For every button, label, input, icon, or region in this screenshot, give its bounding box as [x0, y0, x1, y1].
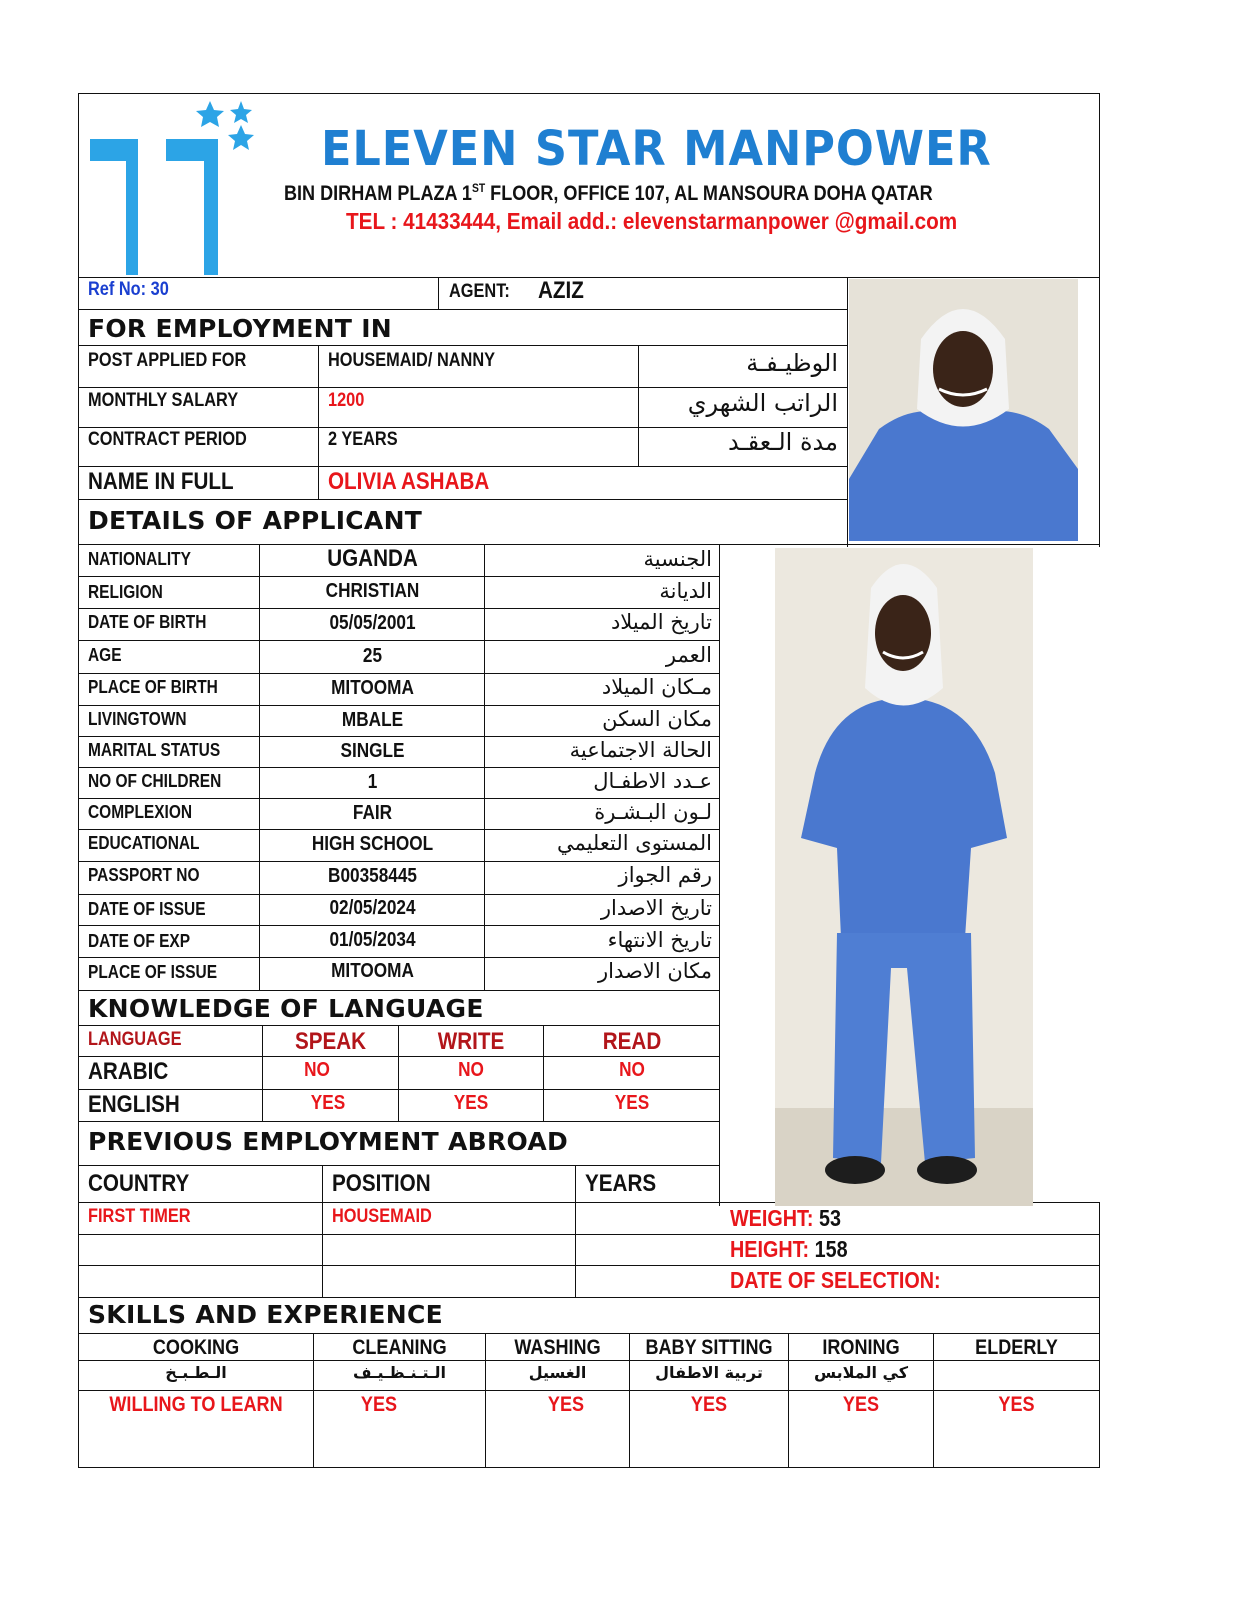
table-rule [78, 705, 720, 706]
contract-arabic: مدة الـعقـد [727, 428, 838, 456]
salary-label: MONTHLY SALARY [88, 390, 239, 411]
detail-arabic: مـكان الميلاد [601, 675, 712, 699]
language-section-title: KNOWLEDGE OF LANGUAGE [88, 994, 484, 1023]
detail-arabic: المستوى التعليمي [556, 831, 712, 855]
detail-arabic: تاريخ الاصدار [600, 896, 712, 920]
previous-header-country: COUNTRY [88, 1170, 190, 1197]
detail-arabic: تاريخ الانتهاء [607, 928, 712, 952]
language-speak: YES [310, 1092, 346, 1114]
skill-header-ar: الـطـبـخ [165, 1363, 227, 1382]
employment-section-title: FOR EMPLOYMENT IN [88, 314, 393, 343]
table-rule [78, 1234, 1100, 1235]
detail-arabic: رقم الجواز [618, 863, 712, 887]
detail-label: NATIONALITY [88, 549, 191, 569]
detail-arabic: مكان السكن [602, 707, 712, 731]
detail-value: UGANDA [327, 545, 418, 572]
detail-arabic: مكان الاصدار [598, 959, 712, 983]
detail-label: PLACE OF BIRTH [88, 677, 218, 697]
detail-label: LIVINGTOWN [88, 709, 187, 729]
language-speak: NO [304, 1059, 330, 1081]
detail-value: FAIR [352, 802, 393, 824]
detail-value: B00358445 [328, 865, 417, 887]
table-rule [78, 894, 720, 895]
company-contact: TEL : 41433444, Email add.: elevenstarmanpower @gmail.com [346, 208, 958, 234]
details-section-title: DETAILS OF APPLICANT [88, 506, 423, 535]
language-read: YES [614, 1092, 650, 1114]
table-rule [78, 736, 720, 737]
previous-employment-title: PREVIOUS EMPLOYMENT ABROAD [88, 1127, 569, 1156]
detail-value: 1 [367, 771, 378, 793]
detail-value: 01/05/2034 [329, 929, 416, 951]
table-rule [78, 990, 720, 991]
table-rule [78, 1089, 720, 1090]
post-label: POST APPLIED FOR [88, 350, 247, 371]
ref-label: Ref No: 30 [88, 279, 169, 300]
skills-section-title: SKILLS AND EXPERIENCE [88, 1300, 444, 1329]
post-arabic: الوظيـفـة [746, 349, 838, 377]
date-of-selection-label: DATE OF SELECTION: [730, 1267, 941, 1293]
detail-arabic: الديانة [659, 579, 712, 603]
table-rule [78, 576, 720, 577]
language-header-language: LANGUAGE [88, 1029, 182, 1050]
detail-value: 05/05/2001 [329, 612, 416, 634]
table-rule [78, 829, 720, 830]
skill-header-en: COOKING [152, 1336, 240, 1359]
detail-value: MBALE [341, 709, 404, 731]
table-rule [78, 1025, 720, 1026]
height-field: HEIGHT: 158 [730, 1236, 848, 1262]
salary-value: 1200 [328, 390, 365, 411]
previous-header-years: YEARS [585, 1170, 657, 1197]
previous-position: HOUSEMAID [332, 1206, 432, 1227]
table-rule [78, 1165, 720, 1166]
detail-label: MARITAL STATUS [88, 740, 221, 760]
language-write: YES [453, 1092, 489, 1114]
detail-arabic: العمر [665, 643, 712, 667]
detail-label: DATE OF ISSUE [88, 899, 206, 919]
table-rule [78, 861, 720, 862]
applicant-photo-portrait [849, 279, 1078, 541]
skill-header-en: IRONING [822, 1336, 900, 1359]
applicant-photo-full [775, 548, 1033, 1206]
detail-value: 25 [362, 645, 383, 667]
skill-header-en: CLEANING [352, 1336, 447, 1359]
table-rule [78, 608, 720, 609]
detail-value: SINGLE [340, 740, 405, 762]
company-address: BIN DIRHAM PLAZA 1ST FLOOR, OFFICE 107, AL MANSOURA DOHA QATAR [284, 181, 933, 205]
detail-arabic: تاريخ الميلاد [610, 610, 712, 634]
applicant-name: OLIVIA ASHABA [328, 468, 490, 495]
ref-number: 30 [150, 279, 169, 300]
language-write: NO [458, 1059, 484, 1081]
skill-header-ar: كي الملابس [813, 1363, 909, 1382]
skill-value: YES [547, 1393, 585, 1416]
language-header-write: WRITE [437, 1028, 505, 1055]
skill-header-en: WASHING [514, 1336, 601, 1359]
table-rule [78, 925, 720, 926]
post-value: HOUSEMAID/ NANNY [328, 350, 496, 371]
table-rule [78, 673, 720, 674]
contract-value: 2 YEARS [328, 429, 398, 450]
detail-arabic: الحالة الاجتماعية [569, 738, 712, 762]
detail-label: EDUCATIONAL [88, 833, 200, 853]
language-name: ENGLISH [88, 1091, 180, 1118]
skill-value: WILLING TO LEARN [109, 1393, 283, 1416]
detail-value: HIGH SCHOOL [311, 833, 434, 855]
agent-name: AZIZ [538, 277, 584, 304]
skill-header-en: BABY SITTING [645, 1336, 773, 1359]
company-name: ELEVEN STAR MANPOWER [321, 121, 992, 177]
table-rule [78, 1390, 1100, 1391]
table-rule [78, 957, 720, 958]
name-label: NAME IN FULL [88, 468, 234, 495]
skill-header-ar: الـتـنـظـيـف [352, 1363, 447, 1382]
detail-arabic: الجنسية [643, 547, 712, 571]
detail-label: COMPLEXION [88, 802, 193, 822]
table-rule [78, 1056, 720, 1057]
detail-label: RELIGION [88, 582, 163, 602]
previous-country: FIRST TIMER [88, 1206, 191, 1227]
language-name: ARABIC [88, 1058, 169, 1085]
detail-value: CHRISTIAN [325, 580, 420, 602]
skill-value: YES [842, 1393, 880, 1416]
detail-value: MITOOMA [331, 677, 414, 699]
detail-label: PLACE OF ISSUE [88, 962, 218, 982]
language-header-speak: SPEAK [294, 1028, 367, 1055]
agent-label: AGENT: [449, 281, 510, 302]
contract-label: CONTRACT PERIOD [88, 429, 247, 450]
language-read: NO [619, 1059, 645, 1081]
detail-value: 02/05/2024 [329, 897, 416, 919]
previous-header-position: POSITION [332, 1170, 431, 1197]
table-rule [78, 1265, 1100, 1266]
table-rule [78, 640, 720, 641]
table-rule [78, 1121, 720, 1122]
detail-label: PASSPORT NO [88, 865, 200, 885]
skill-header-ar: الغسيل [528, 1363, 587, 1382]
company-logo [86, 99, 266, 275]
skill-value: YES [690, 1393, 728, 1416]
skill-header-ar: تربية الاطفال [655, 1363, 763, 1382]
detail-arabic: لـون البـشـرة [594, 800, 712, 824]
detail-label: NO OF CHILDREN [88, 771, 222, 791]
table-rule [78, 798, 720, 799]
detail-label: DATE OF BIRTH [88, 612, 207, 632]
salary-arabic: الراتب الشهري [687, 389, 838, 417]
table-rule [78, 1360, 1100, 1361]
detail-label: DATE OF EXP [88, 931, 191, 951]
table-rule [78, 1297, 1100, 1298]
table-rule [78, 767, 720, 768]
detail-value: MITOOMA [331, 960, 414, 982]
detail-arabic: عـدد الاطفـال [593, 769, 712, 793]
weight-field: WEIGHT: 53 [730, 1205, 842, 1231]
skill-value: YES [360, 1393, 398, 1416]
skill-value: YES [998, 1393, 1035, 1416]
skill-header-en: ELDERLY [975, 1336, 1058, 1359]
language-header-read: READ [602, 1028, 662, 1055]
application-form [78, 93, 1100, 1461]
detail-label: AGE [88, 645, 122, 665]
table-rule [78, 1333, 1100, 1334]
